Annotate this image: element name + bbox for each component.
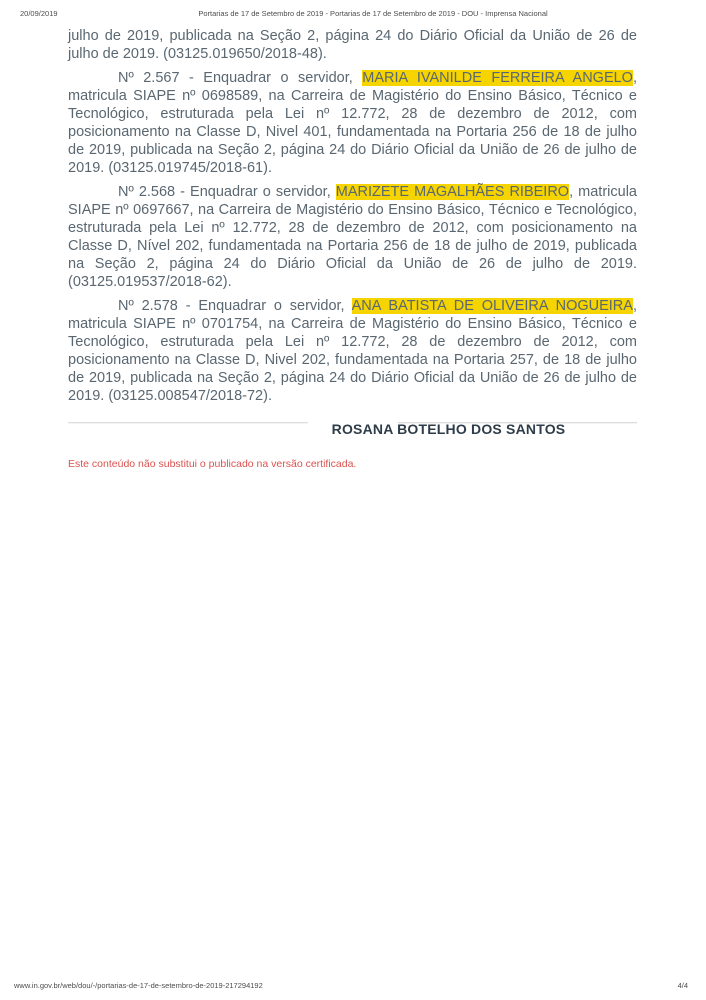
paragraph: [68, 297, 637, 405]
text-segment: , matricula SIAPE nº 0697667, na Carreira de Magistério do Ensino Básico, Técnico e Tecnológico, estruturada pela Lei nº 12.772, 28 de dezembro de 2012, com posicionamento na Classe D, Nível 202, fundamentada na Portaria 256 de 18 de julho de 2019, publicada na Seção 2, página 24 do Diário Oficial da União de 26 de julho de 2019. (03125.019537/2018-62).: [68, 184, 637, 290]
text-segment: julho de 2019, publicada na Seção 2, página 24 do Diário Oficial da União de 26 de julho de 2019. (03125.019650/2018-48).: [68, 28, 637, 62]
text-segment: , matricula SIAPE nº 0701754, na Carreira de Magistério do Ensino Básico, Técnico e Tecnológico, estruturada pela Lei nº 12.772, 28 de dezembro de 2012, com posicionamento na Classe D, Nivel 202, fundamentada na Portaria 257, de 18 de julho de 2019, publicada na Seção 2, página 24 do Diário Oficial da União de 26 de julho de 2019. (03125.008547/2018-72).: [68, 298, 637, 404]
highlighted-name: MARIA IVANILDE FERREIRA ANGELO: [362, 70, 633, 86]
document-content: [68, 0, 637, 470]
text-segment: Nº 2.578 - Enquadrar o servidor,: [118, 298, 352, 314]
header-title: Portarias de 17 de Setembro de 2019 - Portarias de 17 de Setembro de 2019 - DOU - Imprensa Nacional: [198, 9, 548, 18]
paragraphs: [68, 27, 637, 405]
paragraph: [68, 69, 637, 177]
header-date: 20/09/2019: [20, 9, 58, 18]
highlighted-name: ANA BATISTA DE OLIVEIRA NOGUEIRA: [351, 298, 633, 314]
paragraph: [68, 27, 637, 63]
footer-url: www.in.gov.br/web/dou/-/portarias-de-17-de-setembro-de-2019-217294192: [14, 981, 263, 990]
divider-right: [398, 422, 637, 424]
footer-page-indicator: 4/4: [677, 981, 688, 990]
text-segment: , matricula SIAPE nº 0698589, na Carreira de Magistério do Ensino Básico, Técnico e Tecnológico, estruturada pela Lei nº 12.772, 28 de dezembro de 2012, com posicionamento na Classe D, Nivel 401, fundamentada na Portaria 256 de 18 de julho de 2019, publicada na Seção 2, página 24 do Diário Oficial da União de 26 de julho de 2019. (03125.019745/2018-61).: [68, 70, 637, 176]
divider-left: [68, 422, 308, 424]
certification-disclaimer: Este conteúdo não substitui o publicado na versão certificada.: [68, 458, 357, 470]
text-segment: Nº 2.568 - Enquadrar o servidor,: [118, 184, 336, 200]
text-segment: Nº 2.567 - Enquadrar o servidor,: [118, 70, 363, 86]
print-footer: [14, 981, 688, 990]
signature-name: ROSANA BOTELHO DOS SANTOS: [331, 421, 566, 437]
paragraph: [68, 183, 637, 291]
highlighted-name: MARIZETE MAGALHÃES RIBEIRO: [335, 184, 570, 200]
